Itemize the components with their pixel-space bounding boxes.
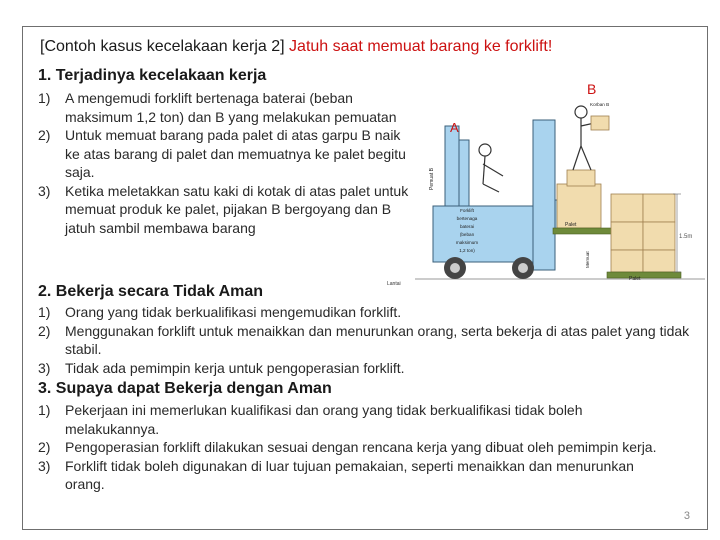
list-text: Tidak ada pemimpin kerja untuk pengoperasian forklift. [65,359,405,376]
box [611,194,643,222]
driver-body [483,156,485,184]
list-number: 2) [38,127,51,143]
section1-list [38,89,410,237]
list-text: Ketika meletakkan satu kaki di kotak di atas palet untuk memuat produk ke palet, pijakan B bergoyang dan B jatuh sambil membawa barang [65,182,409,236]
section2-heading: 2. Bekerja secara Tidak Aman [38,283,264,300]
list-item [38,303,698,322]
label-palet-bottom: Palet [629,276,641,282]
wheel-rear-hub [450,263,460,273]
label-b: B [587,81,597,97]
forklift-seat-back [459,140,469,208]
list-item [38,182,410,238]
accident-illustration [387,80,705,288]
list-number: 3) [38,359,51,376]
page-number: 3 [683,510,690,522]
list-number: 1) [38,402,51,418]
label-height: 1.5m [679,234,693,240]
forklift-text-line: Forklift [460,208,474,213]
forklift-text-line: 1,2 ton) [459,248,475,253]
victim-b-figure [573,106,599,170]
victim-leg [581,146,591,170]
list-number: 3) [38,457,51,474]
box [557,184,601,228]
list-number: 2) [38,439,51,455]
victim-leg [573,146,581,170]
list-item [38,89,410,126]
pallet-on-floor [607,272,681,278]
driver-a-figure [479,144,503,192]
victim-head [575,106,587,118]
list-item [38,126,410,182]
label-korban: Korban B [590,102,610,107]
list-item [38,322,698,359]
list-item [38,359,698,378]
section3-heading: 3. Supaya dapat Bekerja dengan Aman [38,380,332,397]
title-prefix: [Contoh kasus kecelakaan kerja 2] [40,38,285,55]
label-lantai: Lantai [387,281,401,287]
list-text: A mengemudi forklift bertenaga baterai (beban maksimum 1,2 ton) dan B yang melakukan pemuatan [65,90,397,125]
section1-heading: 1. Terjadinya kecelakaan kerja [38,67,267,84]
box [567,170,595,186]
list-item [38,401,668,438]
section2-list [38,303,698,377]
boxes-on-fork [557,170,601,228]
forklift-mast [533,120,555,270]
pallet-on-fork [553,228,613,234]
list-text: Untuk memuat barang pada palet di atas garpu B naik ke atas barang di palet dan memuatnya ke palet begitu saja. [65,127,406,180]
wheel-front-hub [518,263,528,273]
list-number: 2) [38,322,51,339]
list-text: Menggunakan forklift untuk menaikkan dan menurunkan orang, serta bekerja di atas palet yang tidak stabil. [65,322,690,357]
box [611,222,643,250]
label-a: A [450,120,459,135]
stacked-boxes [611,194,675,272]
carried-box [591,116,609,130]
label-pemuat-b: Pemuat B [429,168,435,190]
label-memuat: Memuat [585,251,590,268]
label-palet-top: Palet [565,222,577,228]
box [643,250,675,272]
forklift-text-line: baterai [459,224,475,229]
list-text: Forklift tidak boleh digunakan di luar tujuan pemakaian, seperti menaikkan dan menurunkan orang. [65,457,634,492]
list-text: Pekerjaan ini memerlukan kualifikasi dan orang yang tidak berkualifikasi tidak boleh melakukannya. [65,402,583,437]
driver-head [479,144,491,156]
forklift-text-line: bertenaga [456,216,478,221]
box [643,194,675,222]
list-text: Orang yang tidak berkualifikasi mengemudikan forklift. [65,304,402,320]
forklift-mast-guard [445,126,459,208]
list-number: 3) [38,182,51,199]
forklift-text-line: (beban [459,232,475,237]
forklift-text-line: maksimum [455,240,479,245]
list-text: Pengoperasian forklift dilakukan sesuai dengan rencana kerja yang dibuat oleh pemimpin kerja. [65,439,657,455]
box [611,250,643,272]
list-number: 1) [38,304,51,320]
driver-arm [483,164,503,176]
box [643,222,675,250]
forklift-body [433,206,533,262]
list-number: 1) [38,90,51,106]
section3-list [38,401,668,494]
list-item [38,457,668,494]
list-item [38,438,668,457]
driver-leg [483,184,499,192]
slide-title [40,38,552,56]
title-main: Jatuh saat memuat barang ke forklift! [284,38,553,55]
